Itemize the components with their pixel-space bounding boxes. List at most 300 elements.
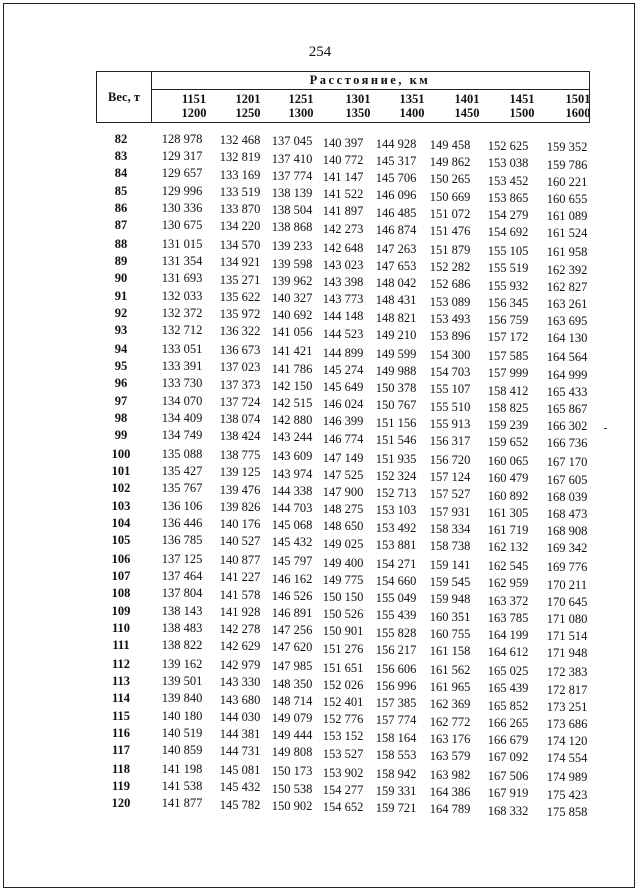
rate-cell: 159 331 [375, 783, 417, 798]
distance-range-header [168, 92, 220, 120]
rate-cell: 131 693 [161, 271, 203, 286]
rate-cell: 156 759 [487, 312, 529, 327]
rate-cell: 167 605 [546, 472, 588, 487]
rate-cell: 162 545 [487, 559, 529, 574]
rate-cell: 161 305 [487, 505, 529, 520]
weight-cell: 95 [114, 359, 128, 374]
rate-cell: 150 150 [322, 589, 364, 604]
rate-cell: 147 900 [322, 484, 364, 499]
rate-cell: 161 958 [546, 245, 588, 260]
rate-cell: 149 079 [271, 710, 313, 725]
weight-cell: 120 [111, 796, 131, 811]
range-from: 1301 [345, 92, 371, 106]
weight-cell: 117 [111, 743, 131, 757]
rate-cell: 163 579 [429, 749, 471, 763]
range-to: 1600 [565, 106, 591, 120]
rate-cell: 152 282 [429, 260, 471, 275]
rate-cell: 150 173 [271, 764, 313, 779]
rate-cell: 134 921 [219, 255, 261, 270]
weight-cell: 118 [111, 762, 131, 776]
rate-cell: 149 400 [322, 555, 364, 570]
rate-cell: 145 068 [271, 518, 313, 533]
rate-cell: 146 024 [322, 397, 364, 412]
rate-cell: 142 880 [271, 413, 313, 428]
rate-cell: 132 819 [219, 150, 261, 165]
rate-cell: 146 162 [271, 571, 313, 586]
rate-cell: 155 519 [487, 261, 529, 276]
rate-cell: 151 935 [375, 451, 417, 466]
rate-cell: 175 423 [546, 787, 588, 802]
rate-cell: 158 942 [375, 766, 417, 781]
range-to: 1500 [509, 106, 535, 120]
rate-cell: 152 776 [322, 712, 364, 727]
rate-cell: 157 172 [487, 330, 529, 345]
rate-cell: 140 180 [161, 708, 203, 723]
rate-cell: 129 996 [161, 183, 203, 198]
rate-cell: 138 822 [161, 638, 203, 652]
rate-cell: 137 804 [161, 586, 203, 601]
rate-cell: 135 622 [219, 289, 261, 304]
rate-cell: 162 959 [487, 576, 529, 591]
rate-cell: 164 999 [546, 367, 588, 382]
rate-cell: 130 675 [161, 218, 203, 232]
rate-cell: 137 410 [271, 151, 313, 166]
rate-cell: 142 150 [271, 378, 313, 393]
rate-cell: 143 023 [322, 257, 364, 272]
rate-cell: 168 473 [546, 506, 588, 521]
distance-range-header [275, 92, 327, 120]
weight-cell: 82 [114, 132, 128, 146]
range-to: 1400 [399, 106, 425, 120]
distance-range-header [496, 92, 548, 120]
table-row [96, 218, 616, 241]
weight-cell: 84 [114, 166, 128, 181]
rate-cell: 160 351 [429, 609, 471, 624]
table-row [96, 237, 616, 260]
table-row [96, 762, 616, 785]
rate-cell: 138 424 [219, 429, 261, 444]
rate-cell: 141 147 [322, 169, 364, 184]
rate-cell: 160 755 [429, 626, 471, 641]
rate-cell: 165 025 [487, 664, 529, 679]
rate-cell: 167 919 [487, 786, 529, 801]
rate-cell: 158 738 [429, 539, 471, 553]
rate-cell: 144 030 [219, 709, 261, 724]
weight-cell: 89 [114, 254, 128, 269]
rate-cell: 155 510 [429, 399, 471, 414]
rate-cell: 149 775 [322, 572, 364, 587]
rate-cell: 139 598 [271, 256, 313, 271]
rate-cell: 134 220 [219, 219, 261, 234]
rate-cell: 155 107 [429, 382, 471, 397]
rate-cell: 163 176 [429, 731, 471, 746]
rate-cell: 153 452 [487, 173, 529, 188]
rate-cell: 143 244 [271, 430, 313, 445]
rate-cell: 141 877 [161, 796, 203, 811]
weight-cell: 86 [114, 200, 128, 215]
table-row [96, 657, 616, 680]
rate-cell: 133 730 [161, 376, 203, 391]
weight-cell: 87 [114, 218, 128, 232]
rate-cell: 139 840 [161, 691, 203, 706]
rate-cell: 154 660 [375, 573, 417, 588]
rate-cell: 131 015 [161, 237, 203, 251]
rate-cell: 136 446 [161, 515, 203, 530]
rate-cell: 143 773 [322, 292, 364, 307]
rate-cell: 144 899 [322, 345, 364, 360]
weight-cell: 111 [112, 638, 130, 652]
table-row [96, 359, 616, 382]
rate-cell: 140 772 [322, 152, 364, 167]
rate-cell: 132 468 [219, 133, 261, 148]
rate-cell: 152 401 [322, 694, 364, 709]
rate-cell: 148 350 [271, 676, 313, 691]
rate-cell: 170 211 [546, 577, 588, 592]
weight-cell: 114 [111, 691, 131, 706]
rate-cell: 159 141 [429, 558, 471, 572]
rate-cell: 153 103 [375, 503, 417, 518]
range-from: 1351 [399, 92, 425, 106]
rate-cell: 155 828 [375, 625, 417, 640]
rate-cell: 139 476 [219, 482, 261, 497]
rate-cell: 139 962 [271, 273, 313, 288]
table-row [96, 620, 616, 644]
rate-cell: 166 302 [546, 419, 588, 434]
table-row [96, 674, 616, 697]
rate-cell: 137 774 [271, 168, 313, 183]
rate-cell: 157 999 [487, 366, 529, 381]
rate-cell: 136 785 [161, 533, 203, 547]
rate-cell: 153 527 [322, 746, 364, 761]
rate-cell: 143 974 [271, 466, 313, 481]
table-row [96, 743, 616, 766]
rate-cell: 162 772 [429, 714, 471, 729]
range-from: 1201 [235, 92, 261, 106]
rate-cell: 129 317 [161, 149, 203, 164]
range-from: 1401 [454, 92, 480, 106]
rate-cell: 160 892 [487, 488, 529, 503]
rate-cell: 134 070 [161, 393, 203, 408]
rate-cell: 153 492 [375, 520, 417, 535]
rate-cell: 149 210 [375, 327, 417, 342]
rate-cell: 162 369 [429, 697, 471, 712]
rate-cell: 150 767 [375, 398, 417, 413]
rate-cell: 137 023 [219, 360, 261, 375]
weight-cell: 113 [111, 674, 131, 689]
distance-range-header [552, 92, 604, 120]
rate-cell: 147 985 [271, 659, 313, 674]
rate-cell: 128 978 [161, 132, 203, 146]
rate-cell: 154 703 [429, 365, 471, 380]
rate-cell: 154 271 [375, 556, 417, 571]
rate-cell: 141 522 [322, 187, 364, 202]
rate-cell: 156 317 [429, 434, 471, 448]
rate-cell: 158 412 [487, 383, 529, 398]
rate-cell: 141 897 [322, 204, 364, 219]
rate-cell: 137 464 [161, 569, 203, 584]
rate-cell: 148 821 [375, 310, 417, 325]
rate-cell: 161 158 [429, 644, 471, 658]
rate-cell: 139 162 [161, 657, 203, 671]
rate-cell: 157 774 [375, 713, 417, 728]
rate-cell: 157 585 [487, 349, 529, 364]
rate-cell: 144 338 [271, 483, 313, 498]
table-row [96, 725, 616, 749]
rate-cell: 149 862 [429, 155, 471, 170]
rate-cell: 147 525 [322, 467, 364, 482]
rate-cell: 172 817 [546, 682, 588, 697]
rate-cell: 140 692 [271, 308, 313, 323]
rate-cell: 156 996 [375, 678, 417, 693]
weight-cell: 110 [111, 620, 131, 635]
rate-cell: 157 385 [375, 696, 417, 711]
rate-cell: 163 785 [487, 610, 529, 625]
distance-range-header [386, 92, 438, 120]
table-header [96, 71, 590, 123]
weight-cell: 101 [111, 464, 131, 479]
rate-cell: 175 858 [546, 804, 588, 819]
rate-cell: 155 105 [487, 244, 529, 259]
rate-cell: 142 648 [322, 240, 364, 255]
table-row [96, 638, 616, 661]
rate-cell: 147 653 [375, 258, 417, 273]
rate-cell: 171 080 [546, 611, 588, 626]
rate-cell: 142 629 [219, 639, 261, 654]
rate-cell: 155 913 [429, 416, 471, 431]
rate-cell: 163 695 [546, 314, 588, 329]
rate-cell: 142 278 [219, 621, 261, 636]
rate-cell: 148 714 [271, 693, 313, 708]
rate-cell: 141 421 [271, 344, 313, 359]
rate-cell: 152 625 [487, 139, 529, 154]
rate-cell: 158 553 [375, 747, 417, 762]
table-row [96, 515, 616, 539]
table-row [96, 796, 616, 819]
rate-cell: 153 865 [487, 190, 529, 205]
table-row [96, 271, 616, 294]
weight-cell: 104 [111, 515, 131, 530]
rate-cell: 147 263 [375, 241, 417, 256]
rate-cell: 156 720 [429, 453, 471, 467]
rate-cell: 146 891 [271, 605, 313, 620]
rate-cell: 150 378 [375, 381, 417, 396]
rate-cell: 161 719 [487, 522, 529, 537]
rate-cell: 153 152 [322, 729, 364, 744]
rate-cell: 154 652 [322, 799, 364, 814]
table-row [96, 183, 616, 206]
rate-cell: 137 125 [161, 552, 203, 566]
rate-cell: 140 519 [161, 725, 203, 740]
rate-cell: 166 736 [546, 436, 588, 451]
rate-cell: 136 322 [219, 324, 261, 339]
table-row [96, 569, 616, 592]
rate-cell: 132 372 [161, 305, 203, 320]
rate-cell: 166 265 [487, 715, 529, 730]
rate-cell: 134 409 [161, 410, 203, 425]
weight-cell: 98 [114, 410, 128, 425]
rate-cell: 139 826 [219, 499, 261, 514]
rate-cell: 160 221 [546, 174, 588, 189]
rate-cell: 158 164 [375, 730, 417, 745]
rate-cell: 157 124 [429, 470, 471, 485]
rate-cell: 154 692 [487, 225, 529, 240]
rate-cell: 150 265 [429, 172, 471, 187]
rate-cell: 156 217 [375, 642, 417, 657]
rate-cell: 135 271 [219, 272, 261, 287]
rate-cell: 154 277 [322, 782, 364, 797]
range-to: 1300 [288, 106, 314, 120]
rate-cell: 164 199 [487, 627, 529, 642]
weight-cell: 90 [114, 271, 128, 286]
rate-cell: 150 901 [322, 624, 364, 639]
rate-cell: 141 578 [219, 587, 261, 602]
rate-cell: 157 527 [429, 487, 471, 502]
rate-cell: 149 458 [429, 138, 471, 152]
table-row [96, 305, 616, 329]
rate-cell: 157 931 [429, 504, 471, 519]
distance-range-header [441, 92, 493, 120]
table-row [96, 288, 616, 311]
rate-cell: 138 139 [271, 185, 313, 200]
weight-cell: 94 [114, 342, 128, 356]
rate-cell: 153 896 [429, 329, 471, 343]
table-row [96, 552, 616, 575]
weight-cell: 99 [114, 428, 128, 442]
rate-cell: 145 797 [271, 554, 313, 569]
rate-cell: 161 089 [546, 209, 588, 224]
weight-cell: 83 [114, 149, 128, 164]
rate-cell: 146 774 [322, 431, 364, 446]
rate-cell: 145 649 [322, 379, 364, 394]
table-row [96, 779, 616, 802]
table-row [96, 149, 616, 172]
rate-cell: 151 276 [322, 641, 364, 656]
rate-cell: 158 825 [487, 400, 529, 415]
weight-cell: 109 [111, 603, 131, 618]
rate-cell: 149 808 [271, 745, 313, 760]
distance-column-header: Расстояние, км [151, 72, 589, 90]
rate-cell: 133 169 [219, 167, 261, 182]
rate-cell: 162 827 [546, 279, 588, 294]
rate-cell: 138 143 [161, 603, 203, 618]
rate-cell: 167 506 [487, 769, 529, 784]
rate-cell: 148 042 [375, 276, 417, 291]
rate-cell: 135 427 [161, 464, 203, 479]
rate-cell: 147 620 [271, 640, 313, 655]
rate-cell: 145 432 [219, 780, 261, 795]
rate-cell: 137 724 [219, 394, 261, 409]
table-row [96, 323, 616, 346]
table-row [96, 691, 616, 714]
weight-cell: 93 [114, 323, 128, 337]
rate-cell: 159 239 [487, 417, 529, 432]
rate-cell: 148 650 [322, 519, 364, 534]
rate-cell: 159 721 [375, 801, 417, 816]
table-row [96, 464, 616, 487]
rate-cell: 164 789 [429, 802, 471, 817]
weight-cell: 97 [114, 393, 128, 408]
rate-cell: 159 545 [429, 575, 471, 590]
rate-cell: 135 088 [161, 447, 203, 461]
rate-cell: 141 538 [161, 779, 203, 794]
rate-cell: 133 870 [219, 201, 261, 216]
rate-cell: 143 609 [271, 449, 313, 464]
rate-cell: 161 524 [546, 226, 588, 241]
table-row [96, 410, 616, 434]
rate-cell: 151 156 [375, 415, 417, 430]
rate-cell: 135 767 [161, 481, 203, 496]
rate-cell: 146 096 [375, 188, 417, 203]
rate-cell: 174 554 [546, 751, 588, 766]
weight-cell: 91 [114, 288, 128, 303]
table-row [96, 200, 616, 224]
rate-cell: 159 652 [487, 435, 529, 450]
rate-cell: 139 501 [161, 674, 203, 689]
rate-cell: 144 703 [271, 500, 313, 515]
table-row [96, 393, 616, 416]
rate-cell: 151 072 [429, 206, 471, 221]
rate-cell: 143 330 [219, 675, 261, 690]
rate-cell: 161 965 [429, 680, 471, 695]
rate-cell: 149 025 [322, 536, 364, 551]
rate-cell: 141 786 [271, 361, 313, 376]
rate-cell: 142 515 [271, 395, 313, 410]
rate-cell: 136 106 [161, 498, 203, 513]
rate-cell: 142 273 [322, 221, 364, 236]
rate-cell: 153 881 [375, 537, 417, 552]
rate-cell: 160 655 [546, 191, 588, 206]
range-from: 1251 [288, 92, 314, 106]
rate-cell: 159 786 [546, 157, 588, 172]
rate-cell: 148 275 [322, 502, 364, 517]
rate-cell: 140 859 [161, 743, 203, 757]
rate-cell: 165 433 [546, 384, 588, 399]
rate-cell: 164 130 [546, 331, 588, 346]
weight-cell: 100 [111, 447, 131, 461]
weight-cell: 107 [111, 569, 131, 584]
table-row [96, 586, 616, 609]
rate-cell: 145 432 [271, 535, 313, 550]
rate-cell: 166 679 [487, 732, 529, 747]
rate-cell: 165 439 [487, 681, 529, 696]
rate-cell: 149 988 [375, 363, 417, 378]
rate-cell: 154 300 [429, 348, 471, 362]
rate-cell: 151 476 [429, 224, 471, 238]
rate-cell: 149 444 [271, 728, 313, 743]
rate-cell: 156 345 [487, 295, 529, 310]
rate-cell: 170 645 [546, 594, 588, 609]
table-row [96, 708, 616, 731]
rate-cell: 139 125 [219, 465, 261, 480]
distance-range-header [222, 92, 274, 120]
rate-cell: 145 081 [219, 763, 261, 778]
rate-cell: 141 928 [219, 604, 261, 619]
rate-cell: 158 334 [429, 521, 471, 536]
rate-cell: 134 749 [161, 428, 203, 442]
rate-cell: 174 989 [546, 770, 588, 785]
rate-cell: 165 867 [546, 401, 588, 416]
rate-cell: 152 713 [375, 486, 417, 501]
rate-cell: 140 397 [322, 135, 364, 150]
rate-cell: 155 439 [375, 608, 417, 623]
rate-cell: 151 651 [322, 660, 364, 675]
range-from: 1151 [181, 92, 207, 106]
rate-cell: 164 386 [429, 785, 471, 800]
rate-cell: 169 342 [546, 541, 588, 556]
page-number: 254 [308, 44, 332, 60]
rate-cell: 140 527 [219, 534, 261, 549]
rate-cell: 133 391 [161, 359, 203, 374]
